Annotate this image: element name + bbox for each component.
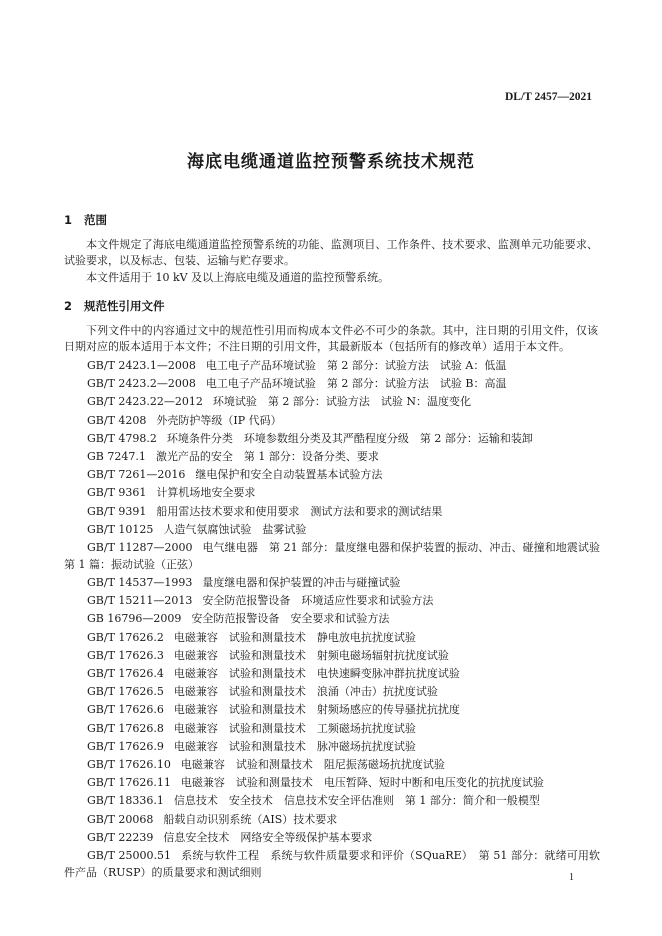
reference-code: GB/T 4208: [87, 413, 147, 427]
reference-title: 安全防范报警设备 环境适应性要求和试验方法: [202, 594, 434, 608]
reference-item: [64, 665, 600, 683]
reference-title: 信息安全技术 网络安全等级保护基本要求: [163, 830, 373, 844]
reference-code: GB/T 14537—1993: [87, 576, 193, 590]
reference-code: GB/T 2423.2—2008: [87, 377, 196, 391]
reference-code: GB/T 22239: [87, 830, 154, 844]
reference-title: 电工电子产品环境试验 第 2 部分：试验方法 试验 A：低温: [205, 359, 507, 372]
reference-item: [64, 792, 600, 810]
reference-title: 电磁兼容 试验和测量技术 静电放电抗扰度试验: [173, 630, 416, 644]
reference-item: [64, 683, 600, 701]
reference-title: 量度继电器和保护装置的冲击与碰撞试验: [202, 576, 401, 590]
reference-code: GB/T 17626.6: [87, 703, 164, 717]
reference-code: GB/T 18336.1: [87, 794, 164, 808]
section-title: 范围: [84, 213, 107, 227]
reference-title: 安全防范报警设备 安全要求和试验方法: [191, 612, 390, 626]
reference-title: 人造气氛腐蚀试验 盐雾试验: [163, 522, 307, 536]
reference-item: [64, 629, 600, 647]
document-title: 海底电缆通道监控预警系统技术规范: [187, 152, 475, 172]
reference-item: [64, 357, 600, 375]
scope-paragraph-1: 本文件规定了海底电缆通道监控预警系统的功能、监测项目、工作条件、技术要求、监测单元功能要求、试验要求，以及标志、包装、运输与贮存要求。: [64, 238, 598, 268]
reference-item: [64, 430, 600, 448]
reference-code: GB/T 17626.5: [87, 685, 164, 699]
reference-title: 电磁兼容 试验和测量技术 射频电磁场辐射抗扰度试验: [173, 648, 449, 662]
reference-title: 继电保护和安全自动装置基本试验方法: [195, 468, 383, 482]
reference-item: [64, 720, 600, 738]
reference-title: 电磁兼容 试验和测量技术 浪涌（冲击）抗扰度试验: [173, 685, 438, 699]
reference-title: 电磁兼容 试验和测量技术 阻尼振荡磁场抗扰度试验: [180, 758, 445, 772]
reference-code: GB/T 15211—2013: [87, 594, 193, 608]
reference-item: [64, 756, 600, 774]
reference-title: 电磁兼容 试验和测量技术 电压暂降、短时中断和电压变化的抗扰度试验: [180, 776, 544, 790]
reference-item: [64, 774, 600, 792]
reference-item: [64, 412, 600, 430]
reference-item: [64, 503, 600, 521]
reference-item: [64, 375, 600, 393]
reference-item: [64, 466, 600, 484]
reference-code: GB/T 17626.9: [87, 739, 164, 753]
reference-code: GB/T 2423.1—2008: [87, 359, 196, 372]
reference-item: [64, 701, 600, 719]
reference-item: [64, 521, 600, 539]
reference-code: GB/T 17626.2: [87, 630, 164, 644]
reference-code: GB/T 2423.22—2012: [87, 395, 203, 409]
page-number: 1: [569, 872, 574, 883]
reference-code: GB/T 9361: [87, 486, 147, 500]
reference-title: 船用雷达技术要求和使用要求 测试方法和要求的测试结果: [156, 504, 443, 518]
reference-code: GB/T 17626.3: [87, 648, 164, 662]
scope-paragraph-2: 本文件适用于 10 kV 及以上海底电缆及通道的监控预警系统。: [86, 271, 390, 284]
standard-code: DL/T 2457—2021: [504, 91, 592, 103]
reference-item: [64, 393, 600, 411]
reference-title: 船载自动识别系统（AIS）技术要求: [163, 812, 338, 826]
reference-item: [64, 847, 600, 881]
reference-code: GB/T 25000.51: [87, 849, 172, 863]
reference-item: [64, 811, 600, 829]
section-1-heading: [64, 212, 107, 228]
reference-title: 电工电子产品环境试验 第 2 部分：试验方法 试验 B：高温: [205, 377, 507, 391]
reference-title: 计算机场地安全要求: [156, 486, 256, 500]
reference-item: [64, 484, 600, 502]
reference-code: GB/T 17626.4: [87, 667, 164, 681]
reference-item: [64, 574, 600, 592]
section-number: 2: [64, 299, 73, 313]
reference-item: [64, 610, 600, 628]
reference-code: GB/T 10125: [87, 522, 154, 536]
reference-code: GB/T 11287—2000: [87, 541, 193, 555]
reference-item: [64, 592, 600, 610]
reference-code: GB/T 17626.8: [87, 721, 164, 735]
reference-item: [64, 738, 600, 756]
reference-code: GB/T 17626.10: [87, 758, 171, 772]
section-title: 规范性引用文件: [84, 299, 165, 313]
section-2-heading: [64, 298, 165, 314]
reference-code: GB/T 4798.2: [87, 431, 157, 445]
reference-item: [64, 647, 600, 665]
reference-title: 电磁兼容 试验和测量技术 工频磁场抗扰度试验: [173, 721, 416, 735]
reference-code: GB/T 7261—2016: [87, 468, 186, 482]
reference-title: 电磁兼容 试验和测量技术 脉冲磁场抗扰度试验: [173, 739, 416, 753]
reference-item: [64, 448, 600, 466]
reference-title: 环境试验 第 2 部分：试验方法 试验 N：温度变化: [212, 395, 472, 409]
reference-title: 电磁兼容 试验和测量技术 电快速瞬变脉冲群抗扰度试验: [173, 667, 460, 681]
reference-title: 信息技术 安全技术 信息技术安全评估准则 第 1 部分：简介和一般模型: [173, 794, 540, 808]
references-intro: 下列文件中的内容通过文中的规范性引用而构成本文件必不可少的条款。其中，注日期的引用文件，仅该日期对应的版本适用于本文件；不注日期的引用文件，其最新版本（包括所有的修改单）适用于本文件。: [64, 324, 598, 354]
reference-title: 电气继电器 第 21 部分：量度继电器和保护装置的振动、冲击、碰撞和地震试验 第 1 篇：振动试验（正弦）: [64, 541, 611, 572]
reference-code: GB/T 20068: [87, 812, 154, 826]
reference-title: 外壳防护等级（IP 代码）: [156, 413, 282, 427]
reference-title: 电磁兼容 试验和测量技术 射频场感应的传导骚扰抗扰度: [173, 703, 460, 717]
reference-item: [64, 539, 611, 573]
reference-code: GB 16796—2009: [87, 612, 182, 626]
reference-item: [64, 829, 600, 847]
section-number: 1: [64, 213, 73, 227]
reference-code: GB/T 17626.11: [87, 776, 171, 790]
reference-list: [64, 357, 611, 882]
reference-code: GB/T 9391: [87, 504, 147, 518]
reference-title: 激光产品的安全 第 1 部分：设备分类、要求: [155, 450, 379, 464]
reference-title: 环境条件分类 环境参数组分类及其严酷程度分级 第 2 部分：运输和装卸: [166, 431, 533, 445]
reference-code: GB 7247.1: [87, 450, 146, 464]
reference-title: 系统与软件工程 系统与软件质量要求和评价（SQuaRE） 第 51 部分：就绪可用软件产品（RUSP）的质量要求和测试细则: [64, 849, 600, 880]
